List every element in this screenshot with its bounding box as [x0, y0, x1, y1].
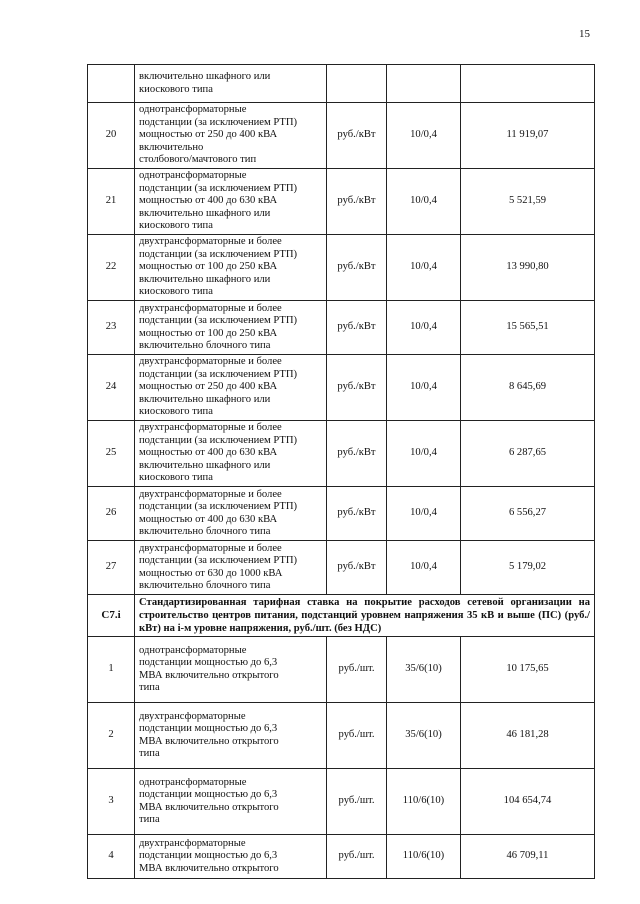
row-number: 4 — [88, 835, 135, 879]
substation-description: двухтрансформаторные и более подстанции (за исключением РТП) мощностью от 400 до 630 кВА включительно шкафного или киоскового типа — [135, 421, 327, 487]
voltage-cell: 10/0,4 — [387, 487, 461, 541]
row-number: 22 — [88, 235, 135, 301]
table-row — [88, 835, 595, 879]
rate-value: 10 175,65 — [461, 637, 595, 703]
voltage-cell: 35/6(10) — [387, 637, 461, 703]
section-c7 — [88, 595, 595, 637]
rate-value — [461, 65, 595, 103]
unit-cell: руб./кВт — [327, 301, 387, 355]
unit-cell: руб./шт. — [327, 637, 387, 703]
unit-cell: руб./кВт — [327, 169, 387, 235]
unit-cell: руб./кВт — [327, 541, 387, 595]
unit-cell: руб./кВт — [327, 487, 387, 541]
unit-cell: руб./кВт — [327, 421, 387, 487]
section-title: Стандартизированная тарифная ставка на покрытие расходов сетевой организации на строительство центров питания, подстанций уровнем напряжения 35 кВ и выше (ПС) (руб./кВт) на i-м уровне напряжения, руб./шт. (без НДС) — [135, 595, 595, 637]
row-number: 20 — [88, 103, 135, 169]
rate-value: 5 179,02 — [461, 541, 595, 595]
unit-cell: руб./кВт — [327, 103, 387, 169]
substation-description: двухтрансформаторные подстанции мощностью до 6,3 МВА включительно открытого — [135, 835, 327, 879]
tariff-rows-10kv — [88, 65, 595, 595]
unit-cell: руб./шт. — [327, 769, 387, 835]
substation-description: однотрансформаторные подстанции мощностью до 6,3 МВА включительно открытого типа — [135, 637, 327, 703]
row-number: 21 — [88, 169, 135, 235]
table-row — [88, 301, 595, 355]
voltage-cell: 10/0,4 — [387, 103, 461, 169]
table-row — [88, 355, 595, 421]
rate-value: 8 645,69 — [461, 355, 595, 421]
section-code: С7.i — [88, 595, 135, 637]
substation-description: двухтрансформаторные и более подстанции (за исключением РТП) мощностью от 630 до 1000 кВА включительно блочного типа — [135, 541, 327, 595]
substation-description: двухтрансформаторные подстанции мощностью до 6,3 МВА включительно открытого типа — [135, 703, 327, 769]
row-number: 25 — [88, 421, 135, 487]
rate-value: 11 919,07 — [461, 103, 595, 169]
voltage-cell: 10/0,4 — [387, 235, 461, 301]
substation-description: однотрансформаторные подстанции мощностью до 6,3 МВА включительно открытого типа — [135, 769, 327, 835]
row-number: 3 — [88, 769, 135, 835]
unit-cell — [327, 65, 387, 103]
substation-description: включительно шкафного или киоскового типа — [135, 65, 327, 103]
row-number: 27 — [88, 541, 135, 595]
voltage-cell: 10/0,4 — [387, 301, 461, 355]
table-row — [88, 769, 595, 835]
table-row — [88, 487, 595, 541]
row-number: 2 — [88, 703, 135, 769]
unit-cell: руб./шт. — [327, 703, 387, 769]
rate-value: 13 990,80 — [461, 235, 595, 301]
table-row — [88, 169, 595, 235]
table-row — [88, 421, 595, 487]
rate-value: 46 709,11 — [461, 835, 595, 879]
tariff-rows-35kv — [88, 637, 595, 879]
voltage-cell: 10/0,4 — [387, 355, 461, 421]
substation-description: однотрансформаторные подстанции (за исключением РТП) мощностью от 250 до 400 кВА включительно столбового/мачтового тип — [135, 103, 327, 169]
substation-description: двухтрансформаторные и более подстанции (за исключением РТП) мощностью от 100 до 250 кВА включительно шкафного или киоскового типа — [135, 235, 327, 301]
section-header-row — [88, 595, 595, 637]
unit-cell: руб./шт. — [327, 835, 387, 879]
unit-cell: руб./кВт — [327, 355, 387, 421]
rate-value: 6 287,65 — [461, 421, 595, 487]
table-row — [88, 65, 595, 103]
voltage-cell — [387, 65, 461, 103]
table-row — [88, 703, 595, 769]
voltage-cell: 10/0,4 — [387, 421, 461, 487]
voltage-cell: 10/0,4 — [387, 541, 461, 595]
row-number: 24 — [88, 355, 135, 421]
tariff-table — [87, 64, 595, 879]
voltage-cell: 35/6(10) — [387, 703, 461, 769]
rate-value: 15 565,51 — [461, 301, 595, 355]
table-row — [88, 541, 595, 595]
row-number: 26 — [88, 487, 135, 541]
substation-description: двухтрансформаторные и более подстанции (за исключением РТП) мощностью от 250 до 400 кВА включительно шкафного или киоскового типа — [135, 355, 327, 421]
page-number: 15 — [579, 28, 590, 40]
substation-description: двухтрансформаторные и более подстанции (за исключением РТП) мощностью от 400 до 630 кВА включительно блочного типа — [135, 487, 327, 541]
substation-description: двухтрансформаторные и более подстанции (за исключением РТП) мощностью от 100 до 250 кВА включительно блочного типа — [135, 301, 327, 355]
rate-value: 5 521,59 — [461, 169, 595, 235]
rate-value: 6 556,27 — [461, 487, 595, 541]
row-number: 1 — [88, 637, 135, 703]
rate-value: 104 654,74 — [461, 769, 595, 835]
rate-value: 46 181,28 — [461, 703, 595, 769]
substation-description: однотрансформаторные подстанции (за исключением РТП) мощностью от 400 до 630 кВА включительно шкафного или киоскового типа — [135, 169, 327, 235]
voltage-cell: 10/0,4 — [387, 169, 461, 235]
voltage-cell: 110/6(10) — [387, 835, 461, 879]
table-row — [88, 637, 595, 703]
unit-cell: руб./кВт — [327, 235, 387, 301]
row-number — [88, 65, 135, 103]
row-number: 23 — [88, 301, 135, 355]
table-row — [88, 103, 595, 169]
table-row — [88, 235, 595, 301]
voltage-cell: 110/6(10) — [387, 769, 461, 835]
